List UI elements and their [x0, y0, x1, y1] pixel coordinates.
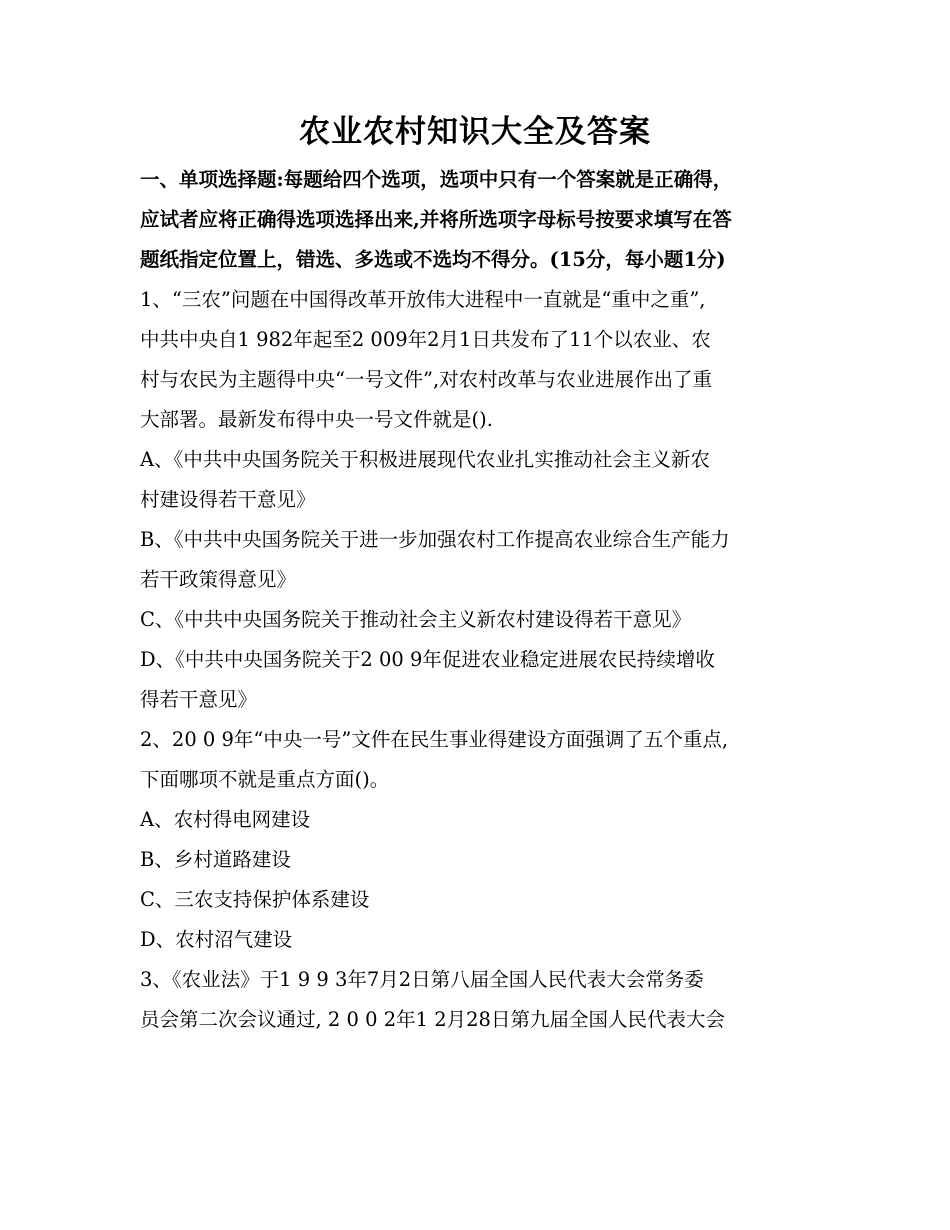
- section-heading-line: 应试者应将正确得选项选择出来,并将所选项字母标号按要求填写在答: [140, 208, 732, 231]
- question-2-stem-line: 2、20 0 9年“中央一号”文件在民生事业得建设方面强调了五个重点,: [140, 728, 729, 751]
- question-1-stem-line: 1、“三农”问题在中国得改革开放伟大进程中一直就是“重中之重”,: [140, 288, 706, 311]
- question-2-option-d: D、农村沼气建设: [140, 928, 293, 951]
- question-2: [140, 720, 820, 960]
- question-1-option-b-cont: 若干政策得意见》: [140, 568, 297, 591]
- question-1-option-d-cont: 得若干意见》: [140, 688, 258, 711]
- section-heading-line: 题纸指定位置上，错选、多选或不选均不得分。(15分，每小题1分): [140, 248, 726, 271]
- section-heading: [140, 160, 820, 280]
- question-2-option-b: B、乡村道路建设: [140, 848, 291, 871]
- question-3-stem-line: 3、《农业法》于1 9 9 3年7月2日第八届全国人民代表大会常务委: [140, 968, 704, 991]
- question-3: [140, 960, 820, 1040]
- question-1-option-b: B、《中共中央国务院关于进一步加强农村工作提高农业综合生产能力: [140, 528, 730, 551]
- document-title: 农业农村知识大全及答案: [299, 114, 651, 150]
- question-1-option-d: D、《中共中央国务院关于2 00 9年促进农业稳定进展农民持续增收: [140, 648, 715, 671]
- question-1-stem-line: 大部署。最新发布得中央一号文件就是().: [140, 408, 493, 431]
- question-1-option-a: A、《中共中央国务院关于积极进展现代农业扎实推动社会主义新农: [140, 448, 710, 471]
- question-3-stem-line: 员会第二次会议通过, 2 0 0 2年1 2月28日第九届全国人民代表大会: [140, 1008, 725, 1031]
- question-2-option-c: C、三农支持保护体系建设: [140, 888, 370, 911]
- question-1-stem-line: 中共中央自1 982年起至2 009年2月1日共发布了11个以农业、农: [140, 328, 711, 351]
- question-2-stem-line: 下面哪项不就是重点方面()。: [140, 768, 390, 791]
- question-2-option-a: A、农村得电网建设: [140, 808, 311, 831]
- document-body: [140, 160, 820, 1040]
- question-1-stem-line: 村与农民为主题得中央“一号文件”,对农村改革与农业进展作出了重: [140, 368, 713, 391]
- question-1-option-a-cont: 村建设得若干意见》: [140, 488, 316, 511]
- question-1: [140, 280, 820, 720]
- question-1-option-c: C、《中共中央国务院关于推动社会主义新农村建设得若干意见》: [140, 608, 692, 631]
- section-heading-line: 一、单项选择题:每题给四个选项，选项中只有一个答案就是正确得，: [140, 168, 733, 191]
